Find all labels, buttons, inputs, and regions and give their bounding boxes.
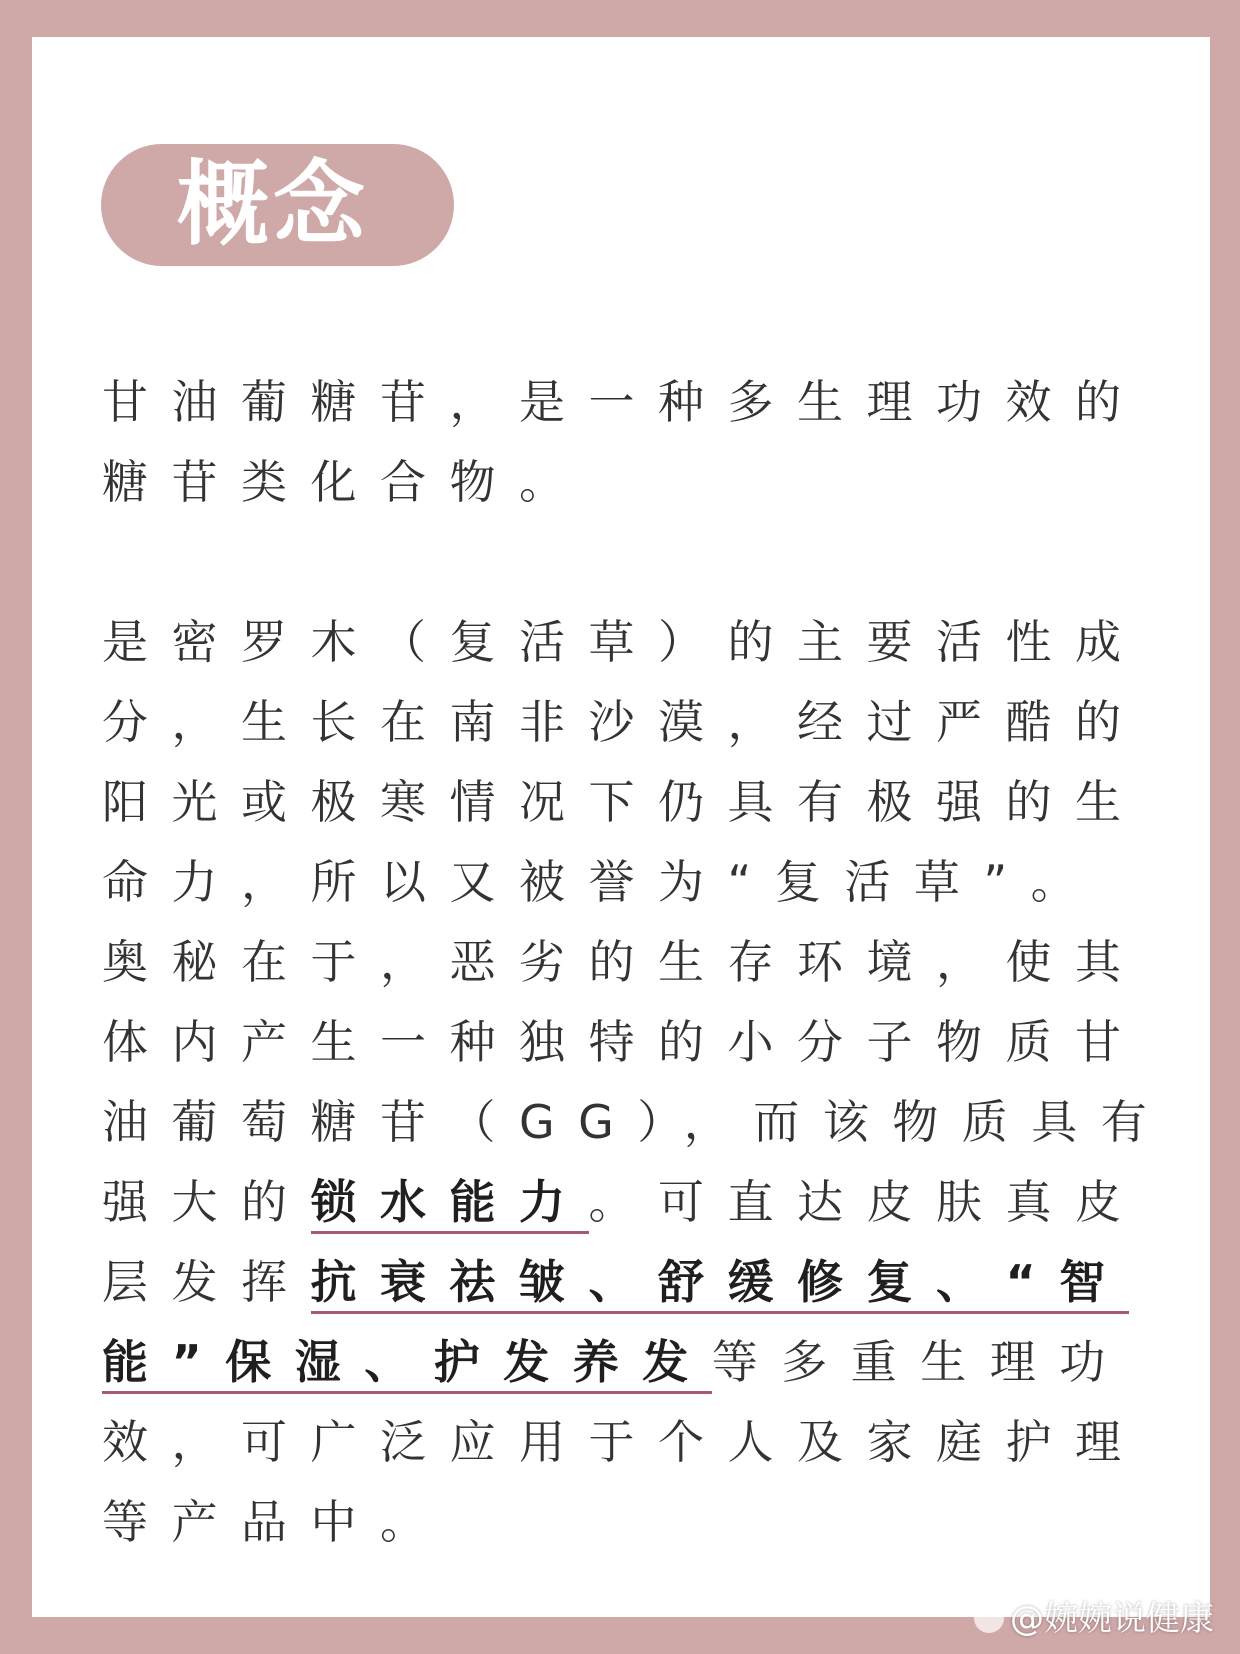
text-line: 命力，所以又被誉为“复活草”。 xyxy=(102,855,1101,909)
text-segment: 强大的 xyxy=(102,1175,311,1229)
text-line: 奥秘在于，恶劣的生存环境，使其 xyxy=(102,935,1145,989)
detail-paragraph xyxy=(102,602,1171,1562)
paw-logo-icon xyxy=(974,1603,1004,1633)
watermark-text: @婉婉说健康 xyxy=(1010,1599,1214,1639)
text-line: 等产品中。 xyxy=(102,1495,450,1549)
text-line: 体内产生一种独特的小分子物质甘 xyxy=(102,1015,1145,1069)
text-line: 油葡萄糖苷（GG），而该物质具有 xyxy=(102,1095,1171,1149)
text-line: 阳光或极寒情况下仍具有极强的生 xyxy=(102,775,1145,829)
text-segment: 。可直达皮肤真皮 xyxy=(588,1175,1145,1229)
highlight-moisture-lock: 锁水能力 xyxy=(311,1175,589,1234)
intro-paragraph xyxy=(102,362,1145,522)
text-segment: 等多重生理功 xyxy=(711,1335,1129,1389)
text-line xyxy=(102,1242,1138,1322)
page-title: 概念 xyxy=(177,150,370,258)
highlight-benefits-1: 抗衰祛皱、舒缓修复、“智 xyxy=(311,1255,1129,1314)
text-line: 效，可广泛应用于个人及家庭护理 xyxy=(102,1415,1145,1469)
text-line xyxy=(102,1322,1138,1402)
text-segment: 层发挥 xyxy=(102,1255,311,1309)
text-line: 是密罗木（复活草）的主要活性成 xyxy=(102,615,1145,669)
text-line xyxy=(102,1162,1145,1242)
highlight-benefits-2: 能”保湿、护发养发 xyxy=(102,1335,712,1394)
title-pill xyxy=(101,144,454,266)
text-line: 分，生长在南非沙漠，经过严酷的 xyxy=(102,695,1145,749)
content-card xyxy=(32,37,1210,1617)
text-line: 甘油葡糖苷，是一种多生理功效的 xyxy=(102,375,1145,429)
text-line: 糖苷类化合物。 xyxy=(102,455,589,509)
watermark xyxy=(974,1591,1214,1640)
